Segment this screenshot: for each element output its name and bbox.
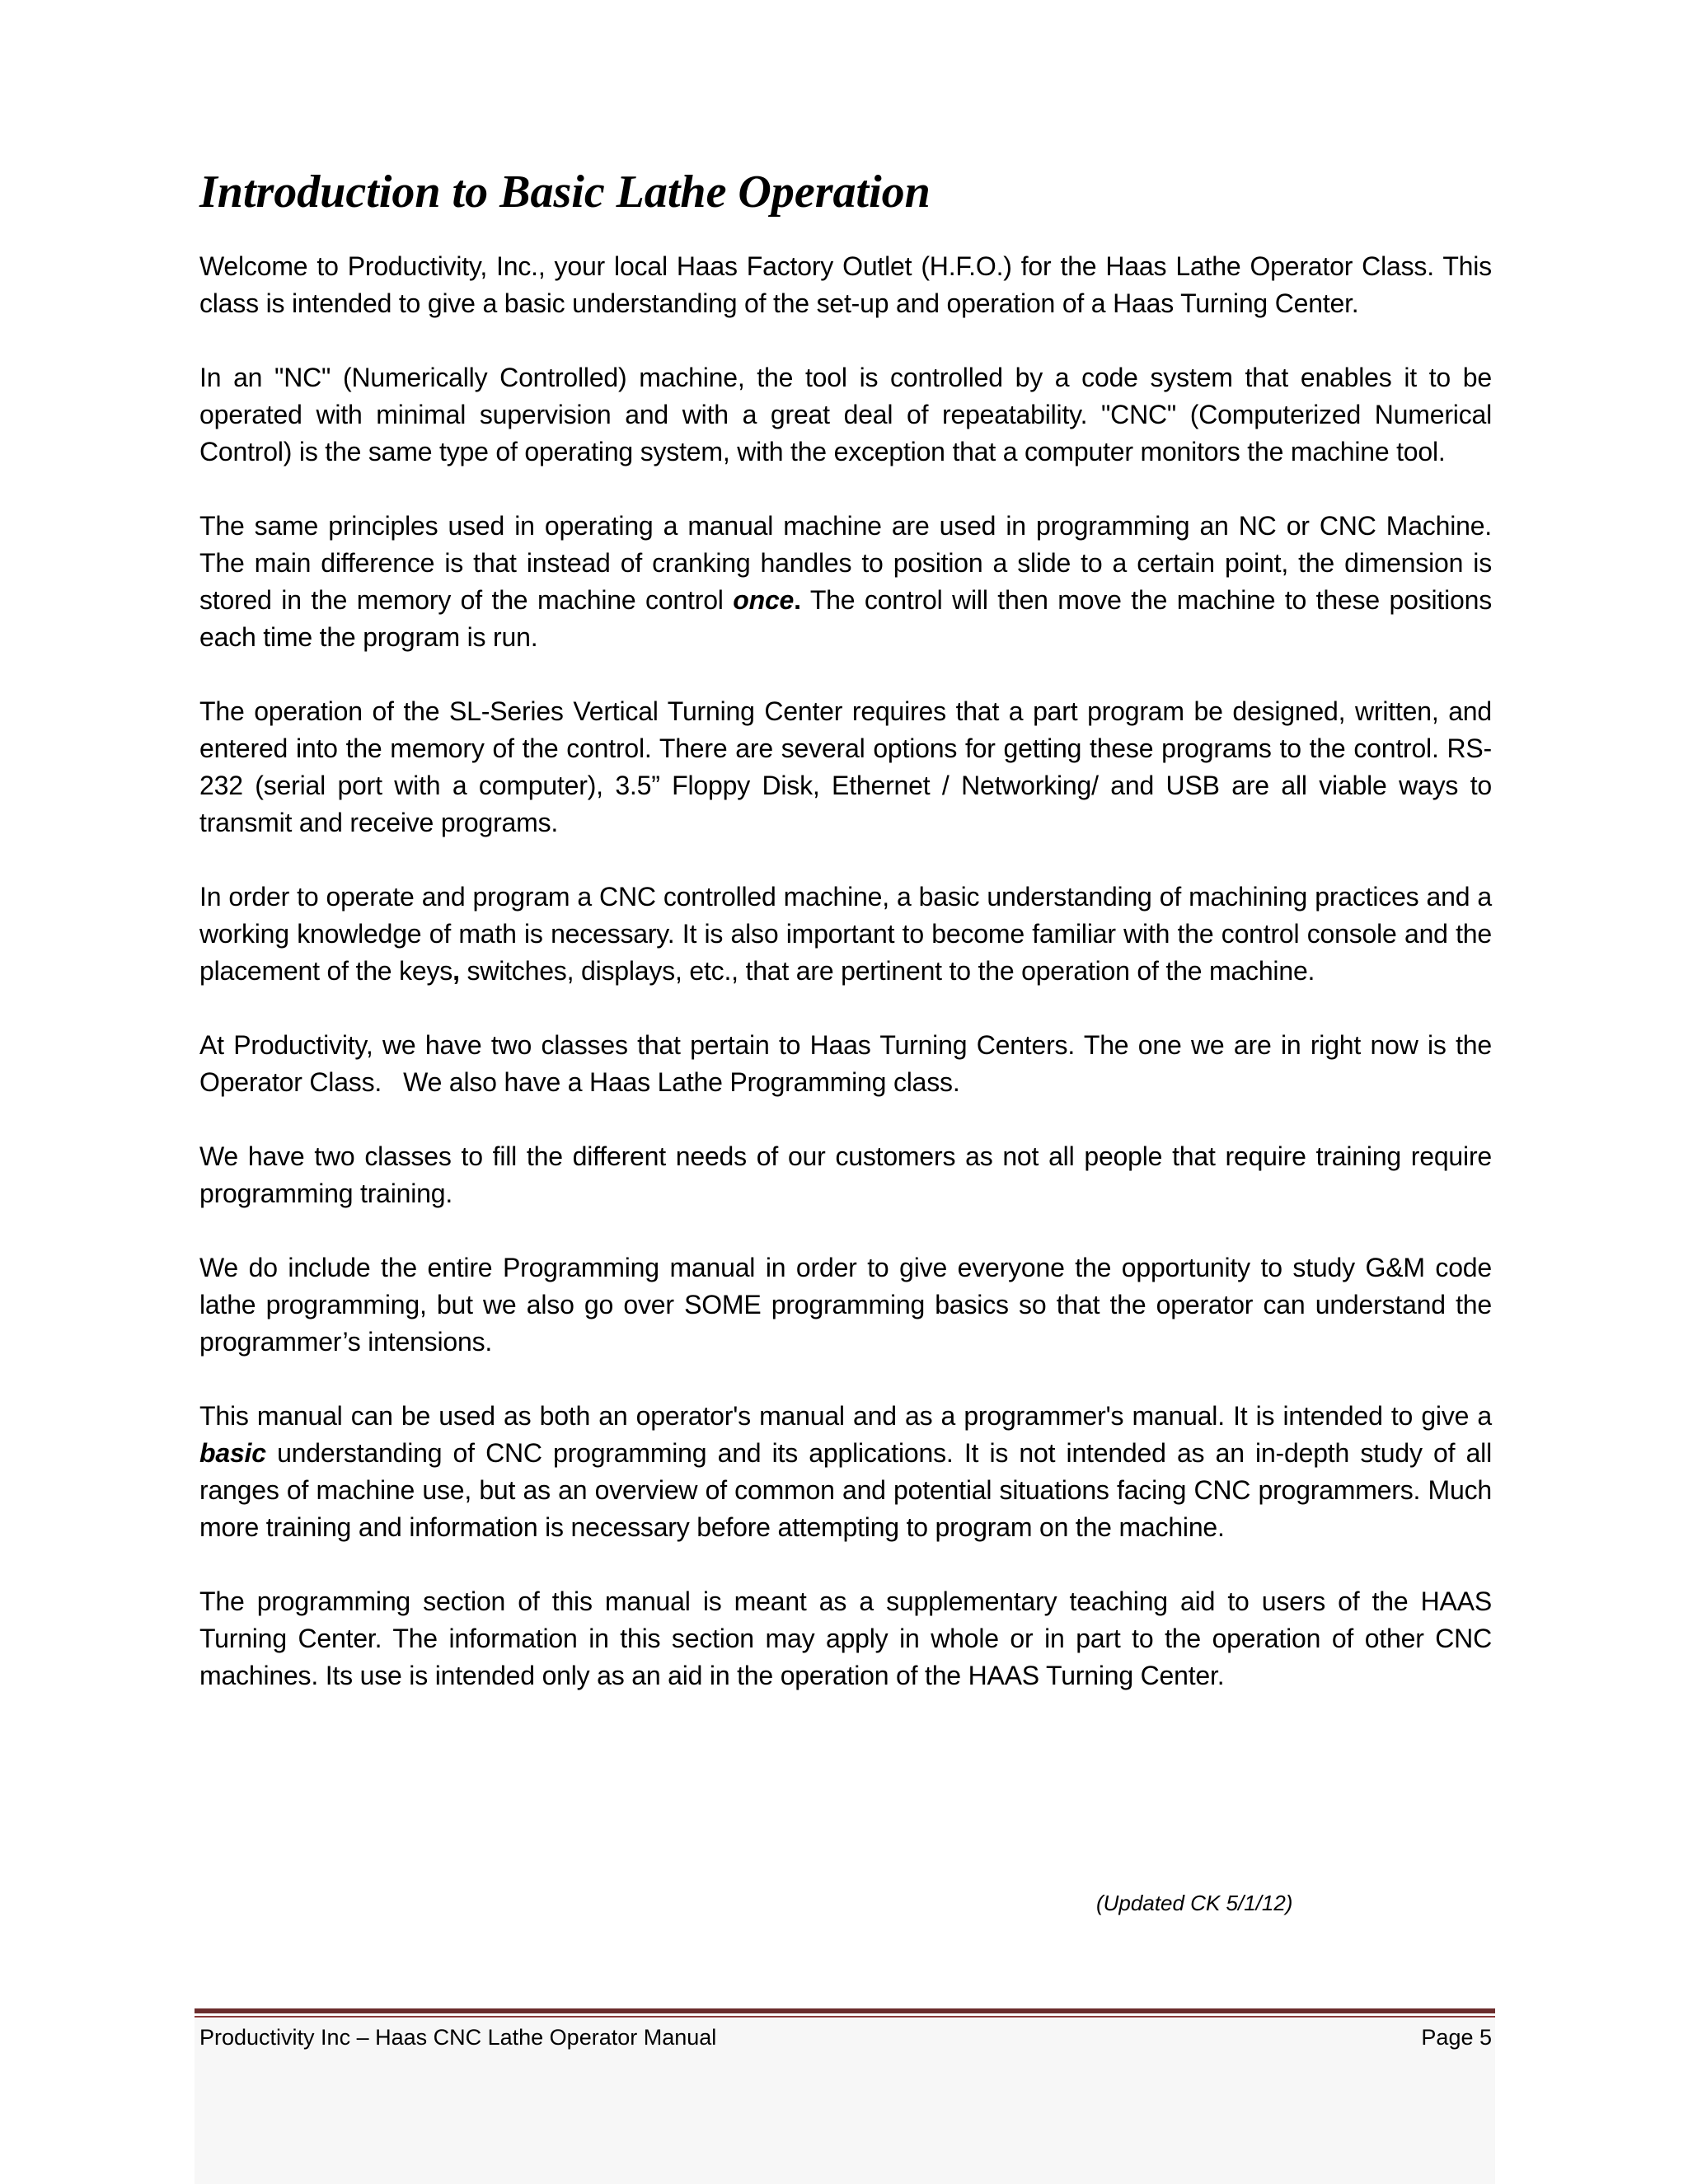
- paragraph-principles-text-2: The control will then move the machine to these positions each time the program is run.: [199, 585, 1492, 653]
- paragraph-principles: [199, 508, 1492, 656]
- emphasis-once: once: [733, 585, 795, 616]
- emphasis-comma: ,: [452, 956, 460, 987]
- emphasis-period: .: [794, 585, 801, 616]
- paragraph-welcome: Welcome to Productivity, Inc., your local Haas Factory Outlet (H.F.O.) for the Haas Lathe Operator Class. This class is intended to give a basic understanding of the set-up and operation of a Haas Turning Center.: [199, 251, 1492, 319]
- footer-rule-thin: [195, 2016, 1495, 2018]
- paragraph-nc-definition: In an "NC" (Numerically Controlled) machine, the tool is controlled by a code system that enables it to be operated with minimal supervision and with a great deal of repeatability. "CNC" (Computerized Numerical Control) is the same type of operating system, with the exception that a computer monitors the machine tool.: [199, 363, 1492, 467]
- emphasis-basic: basic: [199, 1438, 266, 1469]
- updated-note: (Updated CK 5/1/12): [1096, 1891, 1293, 1915]
- paragraph-requirements-text-1: In order to operate and program a CNC controlled machine, a basic understanding of machining practices and a working knowledge of math is necessary. It is also important to become familiar with the control console and the placement of the keys: [199, 882, 1492, 987]
- paragraph-sl-series: The operation of the SL-Series Vertical Turning Center requires that a part program be designed, written, and entered into the memory of the control. There are several options for getting these programs to the control. RS-232 (serial port with a computer), 3.5” Floppy Disk, Ethernet / Networking/ and USB are all viable ways to transmit and receive programs.: [199, 696, 1492, 838]
- paragraph-principles-text-1: The same principles used in operating a manual machine are used in programming an NC or CNC Machine. The main difference is that instead of cranking handles to position a slide to a certain point, the dimension is stored in the memory of the machine control: [199, 511, 1492, 616]
- paragraph-classes: At Productivity, we have two classes that pertain to Haas Turning Centers. The one we are in right now is the Operator Class. We also have a Haas Lathe Programming class.: [199, 1030, 1492, 1098]
- paragraph-manual-usage: [199, 1398, 1492, 1546]
- page-number: Page 5: [1421, 2025, 1492, 2050]
- footer-rule-thick: [195, 2008, 1495, 2013]
- page-title: Introduction to Basic Lathe Operation: [199, 166, 931, 218]
- paragraph-manual-usage-text-1: This manual can be used as both an operator's manual and as a programmer's manual. It is intended to give a: [199, 1401, 1492, 1432]
- footer-title: Productivity Inc – Haas CNC Lathe Operator Manual: [199, 2025, 717, 2050]
- paragraph-requirements-text-2: switches, displays, etc., that are pertinent to the operation of the machine.: [459, 956, 1315, 987]
- page-footer: [199, 2025, 1492, 2050]
- paragraph-needs: We have two classes to fill the different needs of our customers as not all people that require training require programming training.: [199, 1141, 1492, 1209]
- paragraph-requirements: [199, 879, 1492, 990]
- paragraph-programming-section: The programming section of this manual is meant as a supplementary teaching aid to users of the HAAS Turning Center. The information in this section may apply in whole or in part to the operation of other CNC machines. Its use is intended only as an aid in the operation of the HAAS Turning Center.: [199, 1586, 1492, 1691]
- paragraph-manual-usage-text-2: understanding of CNC programming and its applications. It is not intended as an in-depth study of all ranges of machine use, but as an overview of common and potential situations facing CNC programmers. Much more training and information is necessary before attempting to program on the machine.: [199, 1438, 1492, 1543]
- paragraph-programming-manual: We do include the entire Programming manual in order to give everyone the opportunity to study G&M code lathe programming, but we also go over SOME programming basics so that the operator can understand the programmer’s intensions.: [199, 1253, 1492, 1357]
- main-content: [199, 165, 1492, 1694]
